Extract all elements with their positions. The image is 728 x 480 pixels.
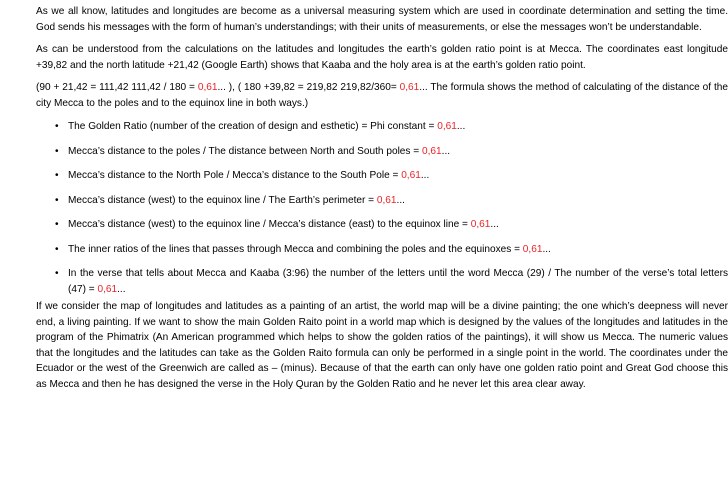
list-item-text: Mecca’s distance (west) to the equinox line / The Earth’s perimeter = bbox=[68, 194, 377, 206]
bullet-icon: • bbox=[55, 170, 59, 181]
list-item-value: 0,61 bbox=[97, 283, 118, 295]
list-item bbox=[36, 266, 728, 297]
bullet-icon: • bbox=[55, 145, 59, 157]
list-item-suffix: ... bbox=[490, 219, 499, 230]
paragraph-golden-ratio-point: As can be understood from the calculations on the latitudes and longitudes the earth’s golden ratio point is at Mecca. The coordinates east longitude +39,82 and the north latitude +21,42 (Google Earth) shows that Kaaba and the holy area is at the earth’s golden ratio point. bbox=[36, 44, 728, 71]
list-item-suffix: ... bbox=[396, 194, 405, 206]
list-item-suffix: ... bbox=[542, 243, 551, 255]
list-item-value: 0,61 bbox=[470, 219, 491, 230]
list-item-text: In the verse that tells about Mecca and Kaaba (3:96) the number of the letters until the word Mecca (29) / The number of the verse’s total letters (47) = bbox=[68, 268, 728, 295]
bullet-icon: • bbox=[55, 219, 59, 230]
bullet-icon: • bbox=[55, 121, 59, 132]
list-item-suffix: ... bbox=[420, 170, 430, 181]
list-item-value: 0,61 bbox=[421, 145, 442, 157]
list-item-value: 0,61 bbox=[376, 194, 397, 206]
list-item-text: Mecca’s distance to the poles / The distance between North and South poles = bbox=[68, 145, 422, 157]
list-item-value: 0,61 bbox=[522, 243, 543, 255]
list-item-text: Mecca’s distance (west) to the equinox line / Mecca’s distance (east) to the equinox line = bbox=[68, 219, 471, 230]
list-item-suffix: ... bbox=[117, 283, 126, 295]
list-item-suffix: ... bbox=[441, 145, 451, 157]
bullet-icon: • bbox=[55, 268, 59, 279]
bullet-icon: • bbox=[55, 194, 59, 206]
formula-text-2: ... ), ( 180 +39,82 = 219,82 219,82/360= bbox=[217, 82, 400, 93]
list-item-value: 0,61 bbox=[437, 121, 457, 132]
golden-ratio-list bbox=[36, 119, 728, 297]
paragraph-intro: As we all know, latitudes and longitudes are become as a universal measuring system which are used in coordinate determination and setting the time. God sends his messages with the form of human’s understandings; with their units of measurements, or else the messages won’t be understandable. bbox=[36, 6, 728, 33]
formula-text-1: (90 + 21,42 = 111,42 111,42 / 180 = bbox=[36, 82, 198, 93]
list-item bbox=[36, 119, 728, 135]
list-item-text: The Golden Ratio (number of the creation of design and esthetic) = Phi constant = bbox=[68, 121, 438, 132]
list-item-suffix: ... bbox=[456, 121, 466, 132]
list-item bbox=[36, 144, 728, 160]
list-item bbox=[36, 217, 728, 233]
paragraph-world-map: If we consider the map of longitudes and latitudes as a painting of an artist, the world map will be a divine painting; the one which’s deepness will never end, a living painting. If we want to show the main Golden Raito point in a world map which is designed by the values of the longitudes and latitudes in the program of the Phimatrix (An American programmed which helps to show the golden ratios of the paintings), it will show us Mecca. The numeric values that the longitudes and the latitudes can take as the Golden Raito formula can only be performed in a single point in the world. The coordinates under the Ecuador or the west of the Greenwich are called as – (minus). Because of that the earth can only have one golden ratio point and Great God choose this as Mecca and then he has designed the verse in the Holy Quran by the Golden Ratio and he never let this area clear away. bbox=[36, 301, 728, 390]
list-item bbox=[36, 242, 728, 258]
bullet-icon: • bbox=[55, 243, 59, 255]
list-item-text: The inner ratios of the lines that passes through Mecca and combining the poles and the equinoxes = bbox=[68, 243, 523, 255]
list-item-text: Mecca’s distance to the North Pole / Mecca’s distance to the South Pole = bbox=[68, 170, 402, 181]
list-item bbox=[36, 193, 728, 209]
formula-value-2: 0,61 bbox=[399, 82, 420, 93]
paragraph-formula bbox=[36, 80, 728, 111]
formula-value-1: 0,61 bbox=[197, 82, 218, 93]
formula-text-3: ... The formula shows the method of calculating of the distance of the city Mecca to the poles and to the equinox line in both ways.) bbox=[36, 82, 728, 109]
list-item bbox=[36, 168, 728, 184]
list-item-value: 0,61 bbox=[401, 170, 421, 181]
